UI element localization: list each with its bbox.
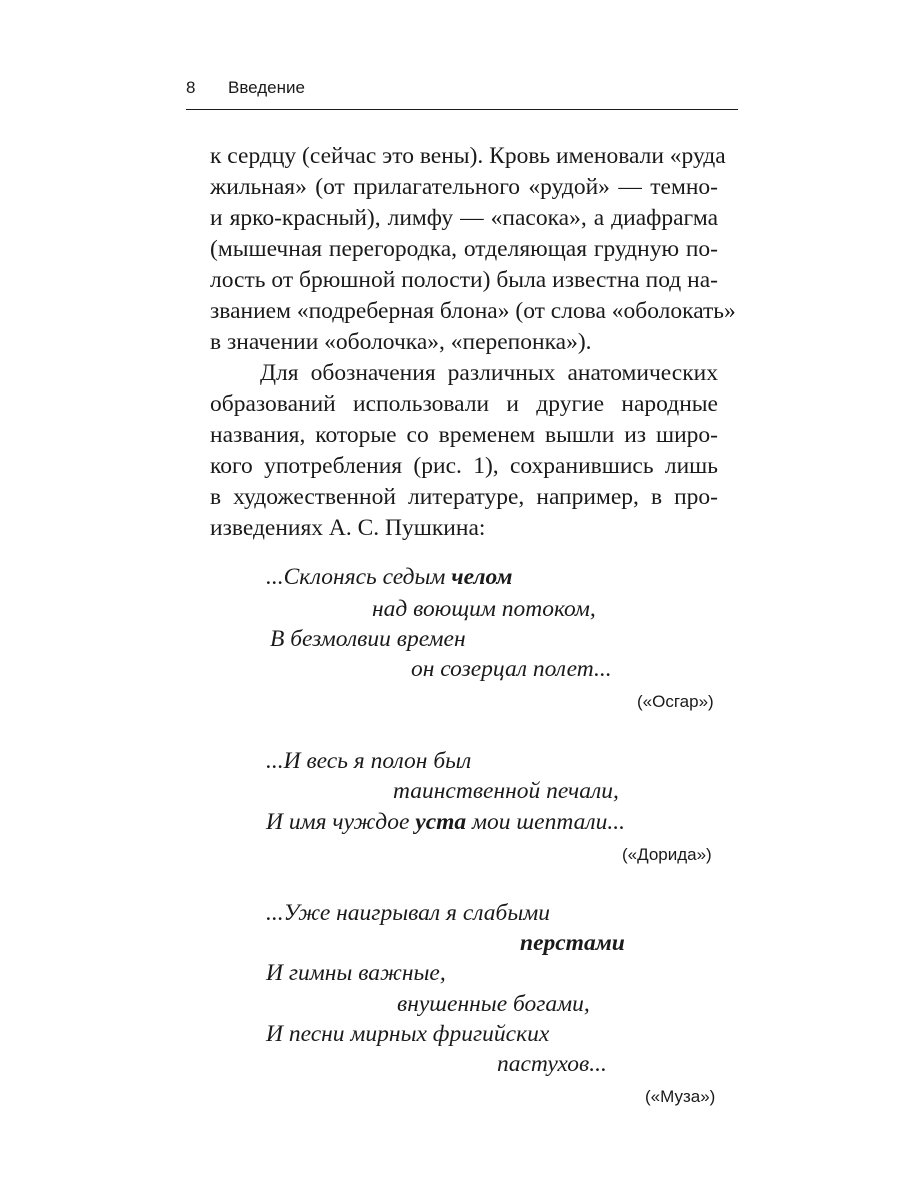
text-line: кого употребления (рис. 1), сохранившись лишь — [210, 453, 718, 479]
section-title: Введение — [228, 78, 305, 97]
poem-line: пастухов... — [497, 1051, 607, 1077]
text-line: образований использовали и другие народные — [210, 391, 718, 417]
paragraph-2 — [210, 358, 718, 544]
poem-line: В безмолвии времен — [270, 626, 466, 652]
poem-source: («Осгар») — [637, 692, 714, 711]
text-line: званием «подреберная блона» (от слова «оболокать» — [210, 298, 736, 324]
text-line: к сердцу (сейчас это вены). Кровь именовали «руда — [210, 143, 726, 169]
text-line: изведениях А. С. Пушкина: — [210, 515, 486, 541]
poem-line: ...И весь я полон был — [266, 748, 472, 774]
text-line: в художественной литературе, например, в про- — [210, 484, 718, 510]
text-line: Для обозначения различных анатомических — [260, 360, 718, 386]
poem-line: над воющим потоком, — [372, 596, 596, 622]
poem-line: И песни мирных фригийских — [266, 1021, 550, 1047]
emphasized-word: челом — [451, 564, 513, 590]
poem-line: И имя чуждое уста мои шептали... — [266, 809, 625, 835]
page-number: 8 — [186, 78, 196, 97]
poem-line: внушенные богами, — [397, 991, 590, 1017]
paragraph-1 — [210, 141, 736, 358]
text-line: и ярко-красный), лимфу — «пасока», а диафрагма — [210, 205, 718, 231]
poem-source: («Дорида») — [622, 845, 712, 864]
emphasized-word: перстами — [520, 930, 625, 956]
poem-line: он созерцал полет... — [411, 656, 612, 682]
poem-line: И гимны важные, — [266, 960, 446, 986]
body-text — [210, 141, 736, 544]
text-line: жильная» (от прилагательного «рудой» — темно- — [210, 174, 718, 200]
poem-line: таинственной печали, — [393, 778, 619, 804]
text-line: лость от брюшной полости) была известна под на- — [210, 267, 718, 293]
text-line: в значении «оболочка», «перепонка»). — [210, 329, 592, 355]
poem-line: ...Склонясь седым челом — [266, 564, 513, 590]
text-line: (мышечная перегородка, отделяющая грудную по- — [210, 236, 718, 262]
header-rule — [186, 109, 738, 110]
text-line: названия, которые со временем вышли из широ- — [210, 422, 718, 448]
poem-line: ...Уже наигрывал я слабыми — [266, 900, 551, 926]
poem-source: («Муза») — [645, 1087, 716, 1106]
emphasized-word: уста — [415, 809, 467, 835]
